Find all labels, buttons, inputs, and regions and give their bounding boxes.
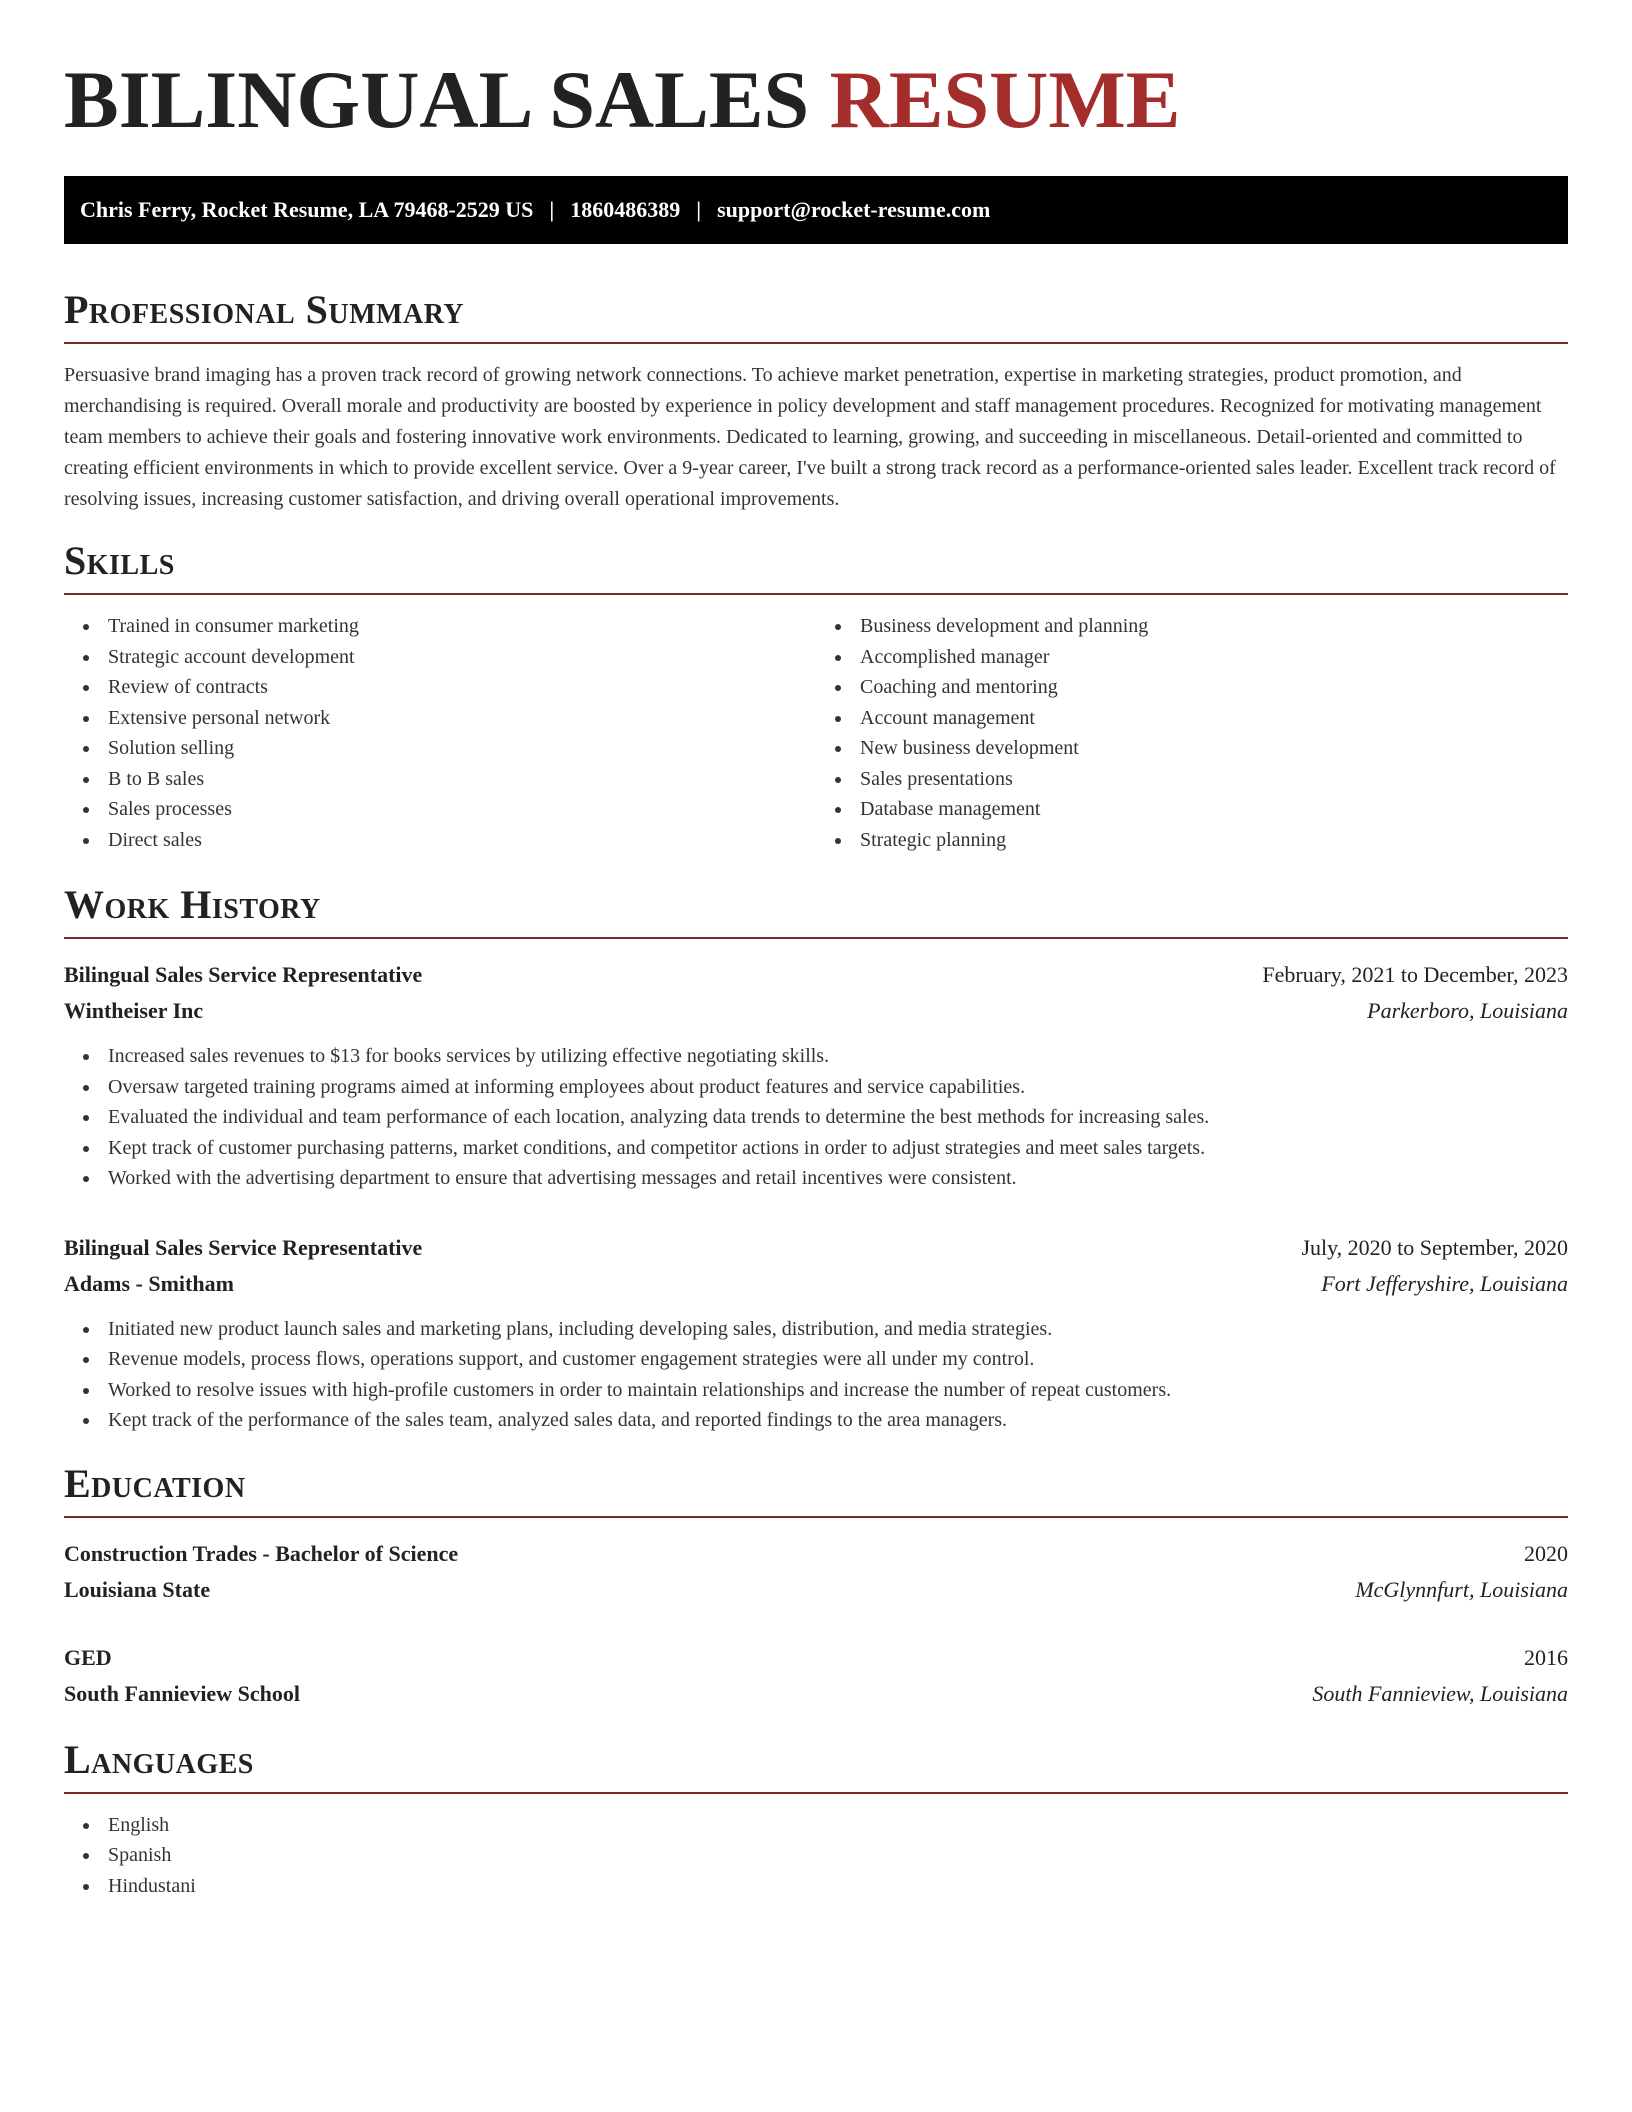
skills-list-right (816, 611, 1568, 855)
skills-grid (64, 611, 1568, 855)
contact-bar (64, 176, 1568, 244)
job-title: Bilingual Sales Service Representative (64, 1234, 423, 1260)
summary-text: Persuasive brand imaging has a proven track record of growing network connections. To achieve market penetration, expertise in marketing strategies, product promotion, and merchandising is required. Overall morale and productivity are boosted by experience in policy development and staff management procedures. Recognized for motivating management team members to achieve their goals and fostering innovative work environments. Dedicated to learning, growing, and succeeding in miscellaneous. Detail-oriented and committed to creating efficient environments in which to provide excellent service. Over a 9-year career, I've built a strong track record as a performance-oriented sales leader. Excellent track record of resolving issues, increasing customer satisfaction, and driving overall operational improvements. (64, 364, 1556, 510)
contact-email: support@rocket-resume.com (717, 197, 991, 222)
skill-item: Sales processes (64, 794, 816, 825)
job-title: Bilingual Sales Service Representative (64, 962, 423, 987)
education-location: McGlynnfurt, Louisiana (1355, 1576, 1568, 1602)
title-accent: RESUME (829, 54, 1181, 145)
work-history-section (64, 881, 1568, 1436)
job-bullets (64, 1314, 1568, 1436)
skill-item: Business development and planning (816, 611, 1568, 642)
work-history-heading: Work History (64, 882, 321, 927)
skills-heading: Skills (64, 538, 175, 583)
skills-section (64, 537, 1568, 855)
section-divider (64, 342, 1568, 344)
education-header-row (64, 1640, 1568, 1676)
job-entry (64, 1230, 1568, 1436)
contact-address: Chris Ferry, Rocket Resume, LA 79468-2529 US (80, 197, 534, 222)
job-header-row (64, 1230, 1568, 1266)
education-heading: Education (64, 1460, 246, 1506)
job-dates: February, 2021 to December, 2023 (1262, 962, 1568, 987)
language-item: Spanish (64, 1840, 1568, 1871)
language-item: Hindustani (64, 1871, 1568, 1902)
job-bullet: Kept track of the performance of the sales team, analyzed sales data, and reported findings to the area managers. (64, 1405, 1568, 1436)
skill-item: Strategic planning (816, 825, 1568, 856)
languages-list (64, 1810, 1568, 1902)
education-year: 2020 (1524, 1540, 1568, 1566)
job-dates: July, 2020 to September, 2020 (1301, 1234, 1568, 1260)
job-bullet: Revenue models, process flows, operations support, and customer engagement strategies were all under my control. (64, 1344, 1568, 1375)
title-main: BILINGUAL SALES (64, 54, 810, 145)
languages-heading: Languages (64, 1736, 254, 1782)
job-bullet: Initiated new product launch sales and marketing plans, including developing sales, distribution, and media strategies. (64, 1314, 1568, 1345)
job-company: Wintheiser Inc (64, 998, 204, 1023)
education-entry (64, 1640, 1568, 1712)
education-school-row (64, 1572, 1568, 1608)
education-section (64, 1460, 1568, 1712)
job-location: Parkerboro, Louisiana (1367, 998, 1568, 1023)
contact-phone: 1860486389 (570, 197, 681, 222)
resume-title (64, 0, 1568, 176)
skill-item: Database management (816, 794, 1568, 825)
education-degree: GED (64, 1644, 112, 1670)
education-school-row (64, 1676, 1568, 1712)
section-divider (64, 1792, 1568, 1794)
job-bullet: Increased sales revenues to $13 for books services by utilizing effective negotiating skills. (64, 1041, 1568, 1072)
contact-separator: | (696, 197, 702, 222)
education-school: Louisiana State (64, 1576, 211, 1602)
summary-heading: Professional Summary (64, 287, 465, 332)
job-bullet: Worked with the advertising department to ensure that advertising messages and retail incentives were consistent. (64, 1163, 1568, 1194)
job-company-row (64, 993, 1568, 1029)
language-item: English (64, 1810, 1568, 1841)
education-header-row (64, 1536, 1568, 1572)
job-company-row (64, 1266, 1568, 1302)
education-location: South Fannieview, Louisiana (1312, 1680, 1568, 1706)
job-bullet: Evaluated the individual and team performance of each location, analyzing data trends to determine the best methods for increasing sales. (64, 1102, 1568, 1133)
job-location: Fort Jefferyshire, Louisiana (1321, 1270, 1568, 1296)
skill-item: Sales presentations (816, 764, 1568, 795)
skill-item: Coaching and mentoring (816, 672, 1568, 703)
contact-separator: | (549, 197, 555, 222)
job-company: Adams - Smitham (64, 1270, 234, 1296)
skill-item: Extensive personal network (64, 703, 816, 734)
summary-section (64, 286, 1568, 515)
section-divider (64, 1516, 1568, 1518)
job-header-row (64, 957, 1568, 993)
skill-item: Solution selling (64, 733, 816, 764)
job-bullets (64, 1041, 1568, 1194)
skill-item: Trained in consumer marketing (64, 611, 816, 642)
job-entry (64, 957, 1568, 1194)
skills-list-left (64, 611, 816, 855)
skill-item: B to B sales (64, 764, 816, 795)
job-bullet: Kept track of customer purchasing patterns, market conditions, and competitor actions in order to adjust strategies and meet sales targets. (64, 1133, 1568, 1164)
skill-item: Direct sales (64, 825, 816, 856)
skill-item: Review of contracts (64, 672, 816, 703)
languages-section (64, 1736, 1568, 1902)
education-entry (64, 1536, 1568, 1608)
section-divider (64, 593, 1568, 595)
job-bullet: Worked to resolve issues with high-profile customers in order to maintain relationships and increase the number of repeat customers. (64, 1375, 1568, 1406)
skill-item: Strategic account development (64, 642, 816, 673)
skill-item: New business development (816, 733, 1568, 764)
education-school: South Fannieview School (64, 1680, 300, 1706)
skill-item: Accomplished manager (816, 642, 1568, 673)
skill-item: Account management (816, 703, 1568, 734)
job-bullet: Oversaw targeted training programs aimed at informing employees about product features and service capabilities. (64, 1072, 1568, 1103)
education-year: 2016 (1524, 1644, 1568, 1670)
section-divider (64, 937, 1568, 939)
education-degree: Construction Trades - Bachelor of Science (64, 1540, 459, 1566)
